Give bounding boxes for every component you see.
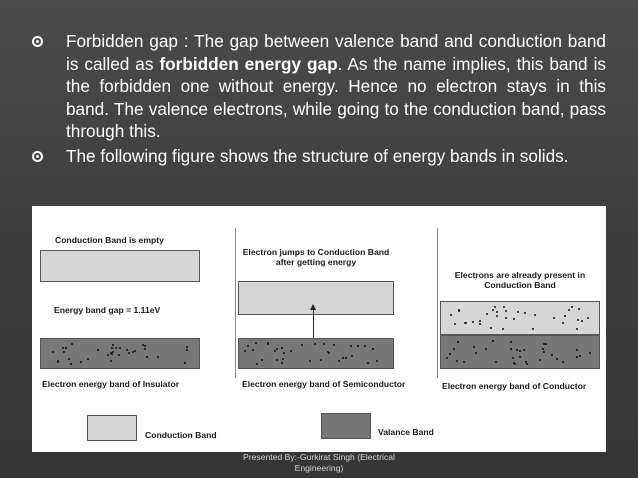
conductor-bottom-label: Electron energy band of Conductor [442,381,587,391]
electron-dot [503,306,505,308]
bullet-list [30,30,606,170]
electron-jump-arrow-line [313,309,314,339]
electron-dot [465,322,467,324]
presenter-credit [229,452,409,474]
electron-dot [144,348,146,350]
electron-dot [543,351,545,353]
electron-dot [496,315,498,317]
electron-dot [364,345,366,347]
insulator-conduction-band [40,250,200,282]
electron-dot [514,363,516,365]
electron-dot [576,328,578,330]
electron-dot [472,321,474,323]
electron-dot [589,352,591,354]
electron-dot [564,315,566,317]
legend-valance-swatch [321,413,371,439]
electron-dot [290,350,292,352]
electron-dot [351,355,353,357]
electron-dot [107,354,109,356]
bullet-forbidden-gap [30,30,606,143]
electron-dot [256,363,258,365]
electron-dot [301,344,303,346]
electron-dot [553,317,555,319]
electron-dot [63,351,65,353]
panel-divider [437,228,438,378]
insulator-gap-label: Energy band gap = 1.11eV [54,305,161,315]
electron-dot [111,347,113,349]
electron-dot [128,352,130,354]
electron-dot [512,357,514,359]
electron-dot [119,347,121,349]
conductor-conduction-band [440,301,600,335]
electron-dot [517,311,519,313]
electron-dot [274,350,276,352]
electron-dot [496,311,498,313]
electron-dot [457,341,459,343]
electron-dot [505,317,507,319]
bullet-text: Forbidden gap : The gap between valence band and conduction band is called as forbidden energy gap. As the name implies, this band is the forbidden one without energy. Hence no electron stays in this band. The valence electrons, while going to the conduction band, pass through this. [66,31,606,142]
electron-dot [314,343,316,345]
electron-dot [454,323,456,325]
electron-dot [323,343,325,345]
presenter-credit-line2: Engineering) [294,463,344,473]
electron-dot [376,360,378,362]
electron-dot [97,349,99,351]
electron-dot [577,319,579,321]
electron-dot [87,358,89,360]
electron-dot [62,347,64,349]
electron-dot [157,356,159,358]
electron-dot [450,314,452,316]
electron-dot [276,348,278,350]
electron-dot [247,345,249,347]
electron-dot [184,362,186,364]
electron-dot [578,308,580,310]
electron-dot [532,328,534,330]
electron-dot [479,320,481,322]
electron-dot [281,362,283,364]
electron-dot [502,328,504,330]
electron-dot [112,344,114,346]
electron-dot [267,342,269,344]
electron-dot [118,354,120,356]
electron-dot [333,344,335,346]
electron-dot [70,363,72,365]
electron-dot [261,359,263,361]
electron-dot [463,361,465,363]
semiconductor-valance-band [238,338,394,369]
legend-conduction-swatch [87,415,137,441]
electron-dot [309,360,311,362]
electron-dot [338,360,340,362]
legend-conduction-label: Conduction Band [145,430,217,440]
electron-dot [539,359,541,361]
electron-dot [486,313,488,315]
electron-dot [492,340,494,342]
electron-dot [328,352,330,354]
presenter-credit-line1: Presented By:-Gurkirat Singh (Electrical [243,452,395,462]
electron-dot [458,310,460,312]
electron-dot [276,359,278,361]
electron-dot [519,356,521,358]
electron-dot [562,361,564,363]
electron-dot [556,358,558,360]
electron-dot [479,323,481,325]
electron-dot [510,341,512,343]
electron-dot [255,342,257,344]
electron-dot [545,343,547,345]
bullet-circle-icon [32,151,43,162]
semiconductor-top-label: Electron jumps to Conduction Band after getting energy [242,247,390,267]
electron-dot [345,357,347,359]
bullet-text: The following figure shows the structure of energy bands in solids. [66,145,569,166]
electron-dot [551,354,553,356]
electron-dot [510,348,512,350]
electron-dot [367,362,369,364]
electron-dot [523,349,525,351]
electron-dot [68,358,70,360]
electron-dot [494,306,496,308]
electron-dot [52,351,54,353]
insulator-valance-band [40,338,200,369]
electron-dot [571,306,573,308]
energy-band-figure [32,206,606,452]
electron-dot [80,361,82,363]
electron-dot [126,349,128,351]
electron-dot [475,352,477,354]
electron-dot [186,349,188,351]
electron-dot [526,363,528,365]
electron-dot [71,343,73,345]
electron-dot [134,350,136,352]
electron-dot [350,345,352,347]
electron-dot [513,318,515,320]
electron-dot [115,347,117,349]
electron-dot [516,349,518,351]
electron-dot [320,359,322,361]
electron-dot [372,348,374,350]
electron-dot [146,356,148,358]
electron-dot [495,361,497,363]
electron-dot [112,351,114,353]
electron-dot [492,309,494,311]
electron-dot [65,347,67,349]
bullet-figure-intro [30,145,606,168]
electron-dot [579,355,581,357]
conductor-top-label: Electrons are already present in Conduction Band [454,270,586,290]
insulator-top-label: Conduction Band is empty [55,235,164,245]
bullet-circle-icon [32,36,43,47]
semiconductor-conduction-band [238,281,394,315]
electron-dot [110,360,112,362]
electron-dot [252,349,254,351]
electron-dot [453,348,455,350]
panel-divider [235,228,236,378]
electron-dot [485,348,487,350]
electron-dot [519,350,521,352]
legend-valance-label: Valance Band [378,427,434,437]
electron-dot [568,309,570,311]
semiconductor-bottom-label: Electron energy band of Semiconductor [242,379,406,389]
electron-dot [342,357,344,359]
electron-dot [562,322,564,324]
electron-dot [186,346,188,348]
electron-dot [244,350,246,352]
electron-dot [449,353,451,355]
electron-dot [581,320,583,322]
electron-dot [587,317,589,319]
electron-dot [283,352,285,354]
electron-dot [281,347,283,349]
electron-dot [473,346,475,348]
electron-dot [357,345,359,347]
electron-dot [576,356,578,358]
electron-dot [534,314,536,316]
electron-dot [505,310,507,312]
electron-dot [282,358,284,360]
insulator-bottom-label: Electron energy band of Insulator [42,379,180,389]
electron-dot [456,360,458,362]
electron-dot [576,349,578,351]
electron-dot [490,327,492,329]
electron-dot [446,357,448,359]
electron-dot [57,361,59,363]
electron-dot [524,312,526,314]
conductor-valance-band [440,335,600,369]
